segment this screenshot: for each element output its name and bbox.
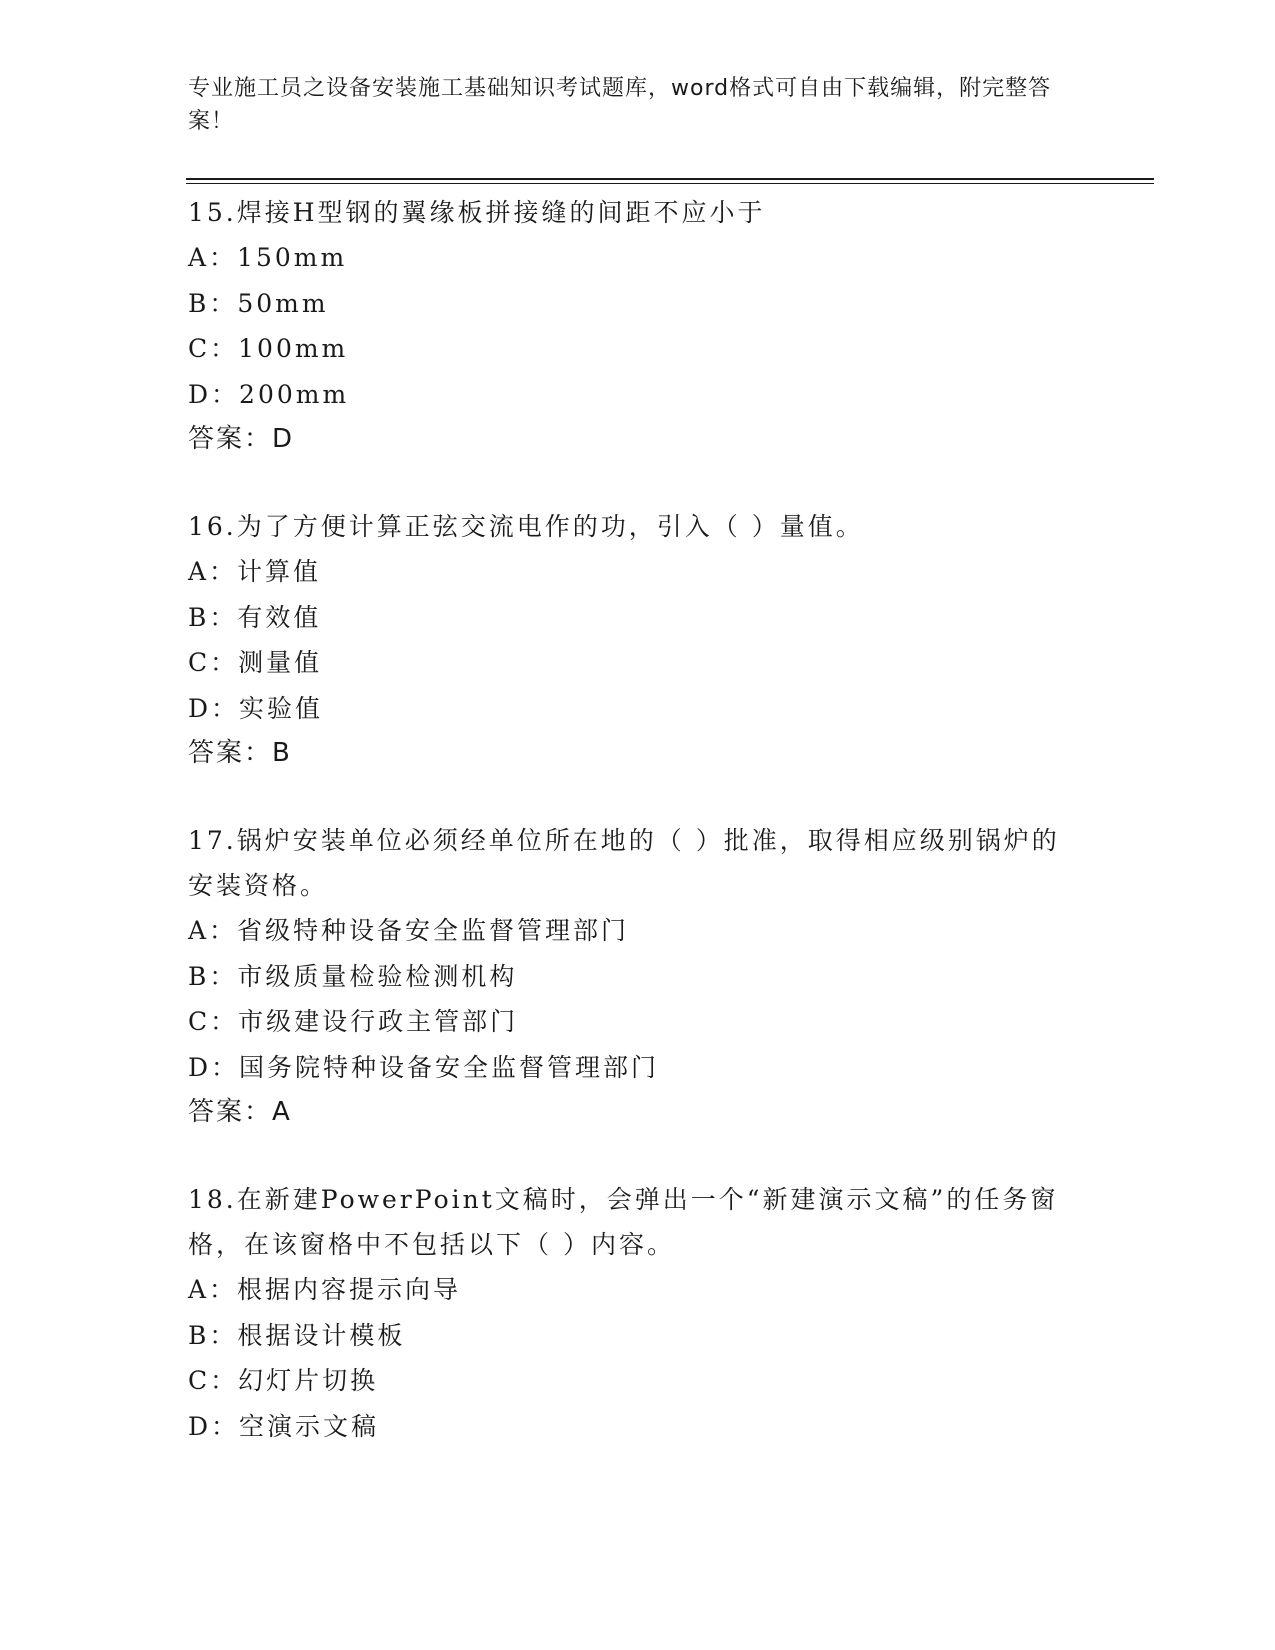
question-15 xyxy=(188,190,1068,462)
option-c: C：测量值 xyxy=(188,648,323,677)
option-c: C：市级建设行政主管部门 xyxy=(188,1007,519,1036)
question-stem: 16.为了方便计算正弦交流电作的功，引入（ ）量值。 xyxy=(188,512,864,541)
question-list xyxy=(188,190,1068,1491)
question-stem: 15.焊接H型钢的翼缘板拼接缝的间距不应小于 xyxy=(188,198,766,227)
question-stem: 17.锅炉安装单位必须经单位所在地的（ ）批准，取得相应级别锅炉的安装资格。 xyxy=(188,826,1060,900)
question-stem: 18.在新建PowerPoint文稿时，会弹出一个“新建演示文稿”的任务窗格，在该窗格中不包括以下（ ）内容。 xyxy=(188,1185,1059,1259)
answer: 答案：B xyxy=(188,738,292,768)
header-divider-thin xyxy=(186,183,1154,184)
option-c: C：幻灯片切换 xyxy=(188,1366,379,1395)
option-a: A：根据内容提示向导 xyxy=(188,1275,462,1304)
option-b: B：50mm xyxy=(188,288,329,318)
document-header: 专业施工员之设备安装施工基础知识考试题库，word格式可自由下载编辑，附完整答案！ xyxy=(188,76,1052,134)
option-b: B：有效值 xyxy=(188,602,322,632)
header-divider-thick xyxy=(186,178,1154,180)
option-d: D：实验值 xyxy=(188,693,324,723)
option-d: D：200mm xyxy=(188,379,350,409)
question-17 xyxy=(188,818,1068,1135)
option-d: D：国务院特种设备安全监督管理部门 xyxy=(188,1052,660,1082)
option-b: B：根据设计模板 xyxy=(188,1320,406,1350)
answer: 答案：D xyxy=(188,424,295,454)
option-d: D：空演示文稿 xyxy=(188,1411,380,1441)
option-b: B：市级质量检验检测机构 xyxy=(188,961,518,991)
option-a: A：省级特种设备安全监督管理部门 xyxy=(188,916,630,945)
question-18 xyxy=(188,1177,1068,1449)
option-a: A：150mm xyxy=(188,243,348,272)
option-a: A：计算值 xyxy=(188,557,322,586)
answer: 答案：A xyxy=(188,1097,292,1127)
question-16 xyxy=(188,504,1068,776)
option-c: C：100mm xyxy=(188,334,349,363)
